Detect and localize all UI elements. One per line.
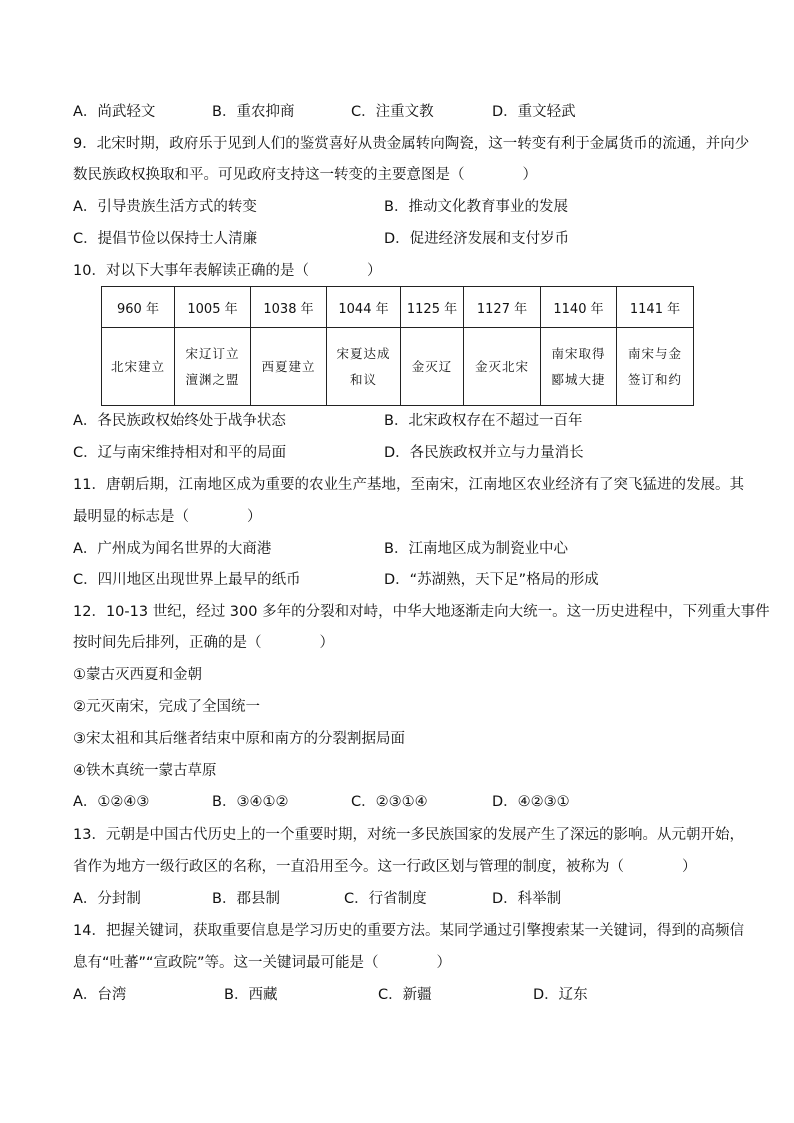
events-timeline-table — [101, 286, 694, 406]
q11-option-b: B．江南地区成为制瓷业中心 — [384, 541, 568, 557]
event-text: 金灭北宋 — [474, 358, 529, 374]
q10-stem: 10．对以下大事年表解读正确的是（ ） — [73, 263, 382, 279]
year-cell: 1125 年 — [401, 287, 464, 328]
q11-option-d: D．“苏湖熟，天下足”格局的形成 — [384, 572, 599, 588]
q12-stem-line2: 按时间先后排列，正确的是（ ） — [73, 635, 334, 651]
event-text: 金灭辽 — [411, 358, 453, 374]
year-cell: 1140 年 — [541, 287, 617, 328]
q13-stem-line2: 省作为地方一级行政区的名称，一直沿用至今。这一行政区划与管理的制度，被称为（ ） — [73, 859, 697, 875]
q8-option-b: B．重农抑商 — [212, 104, 295, 120]
q12-stem-line1: 12．10-13 世纪，经过 300 多年的分裂和对峙，中华大地逐渐走向大统一。这一历史进程中，下列重大事件 — [73, 604, 770, 620]
q12-item-4: ④铁木真统一蒙古草原 — [73, 763, 217, 779]
year-cell: 960 年 — [102, 287, 175, 328]
q9-stem-line2: 数民族政权换取和平。可见政府支持这一转变的主要意图是（ ） — [73, 167, 537, 183]
q8-option-a: A．尚武轻文 — [73, 104, 156, 120]
event-text: 和议 — [349, 371, 377, 387]
q13-option-d: D．科举制 — [492, 891, 562, 907]
event-cell — [617, 328, 694, 406]
q12-item-2: ②元灭南宋，完成了全国统一 — [73, 699, 260, 715]
q10-option-a: A．各民族政权始终处于战争状态 — [73, 413, 286, 429]
q9-option-d: D．促进经济发展和支付岁币 — [384, 231, 570, 247]
event-text: 郾城大捷 — [551, 371, 606, 387]
q14-option-a: A．台湾 — [73, 987, 127, 1003]
q10-option-d: D．各民族政权并立与力量消长 — [384, 445, 584, 461]
event-cell — [327, 328, 401, 406]
q11-option-a: A．广州成为闻名世界的大商港 — [73, 541, 272, 557]
year-cell: 1005 年 — [175, 287, 251, 328]
q13-option-b: B．郡县制 — [212, 891, 280, 907]
q12-item-1: ①蒙古灭西夏和金朝 — [73, 667, 202, 683]
event-cell — [464, 328, 541, 406]
year-cell: 1141 年 — [617, 287, 694, 328]
q9-option-a: A．引导贵族生活方式的转变 — [73, 199, 257, 215]
year-cell: 1127 年 — [464, 287, 541, 328]
q9-option-c: C．提倡节俭以保持士人清廉 — [73, 231, 258, 247]
q13-option-a: A．分封制 — [73, 891, 141, 907]
q12-option-b: B．③④①② — [212, 794, 289, 810]
q11-option-c: C．四川地区出现世界上最早的纸币 — [73, 572, 301, 588]
event-cell — [102, 328, 175, 406]
event-text: 南宋取得 — [551, 345, 606, 361]
event-cell — [175, 328, 251, 406]
q10-option-c: C．辽与南宋维持相对和平的局面 — [73, 445, 287, 461]
year-cell: 1038 年 — [251, 287, 327, 328]
q12-option-d: D．④②③① — [492, 794, 570, 810]
event-text: 签订和约 — [627, 371, 682, 387]
q14-option-c: C．新疆 — [378, 987, 432, 1003]
q9-option-b: B．推动文化教育事业的发展 — [384, 199, 568, 215]
event-cell — [401, 328, 464, 406]
event-text: 北宋建立 — [110, 358, 165, 374]
event-text: 宋辽订立 — [185, 345, 240, 361]
q13-option-c: C．行省制度 — [344, 891, 427, 907]
q9-stem-line1: 9．北宋时期，政府乐于见到人们的鉴赏喜好从贵金属转向陶瓷，这一转变有利于金属货币的流通，并向少 — [73, 136, 750, 152]
q11-stem-line2: 最明显的标志是（ ） — [73, 509, 262, 525]
q12-item-3: ③宋太祖和其后继者结束中原和南方的分裂割据局面 — [73, 731, 405, 747]
event-text: 西夏建立 — [261, 358, 316, 374]
event-text: 宋夏达成 — [336, 345, 391, 361]
q14-option-d: D．辽东 — [533, 987, 588, 1003]
event-text: 澶渊之盟 — [185, 371, 240, 387]
q14-stem-line1: 14．把握关键词，获取重要信息是学习历史的重要方法。某同学通过引擎搜索某一关键词，得到的高频信 — [73, 923, 744, 939]
q14-stem-line2: 息有“吐蕃”“宣政院”等。这一关键词最可能是（ ） — [73, 955, 452, 971]
event-cell — [541, 328, 617, 406]
q10-option-b: B．北宋政权存在不超过一百年 — [384, 413, 583, 429]
year-cell: 1044 年 — [327, 287, 401, 328]
event-cell — [251, 328, 327, 406]
q8-option-d: D．重文轻武 — [492, 104, 576, 120]
q14-option-b: B．西藏 — [224, 987, 278, 1003]
q13-stem-line1: 13．元朝是中国古代历史上的一个重要时期，对统一多民族国家的发展产生了深远的影响。从元朝开始， — [73, 827, 744, 843]
q11-stem-line1: 11．唐朝后期，江南地区成为重要的农业生产基地，至南宋，江南地区农业经济有了突飞猛进的发展。其 — [73, 477, 744, 493]
q12-option-a: A．①②④③ — [73, 794, 150, 810]
event-text: 南宋与金 — [627, 345, 682, 361]
q8-option-c: C．注重文教 — [351, 104, 434, 120]
q12-option-c: C．②③①④ — [351, 794, 428, 810]
